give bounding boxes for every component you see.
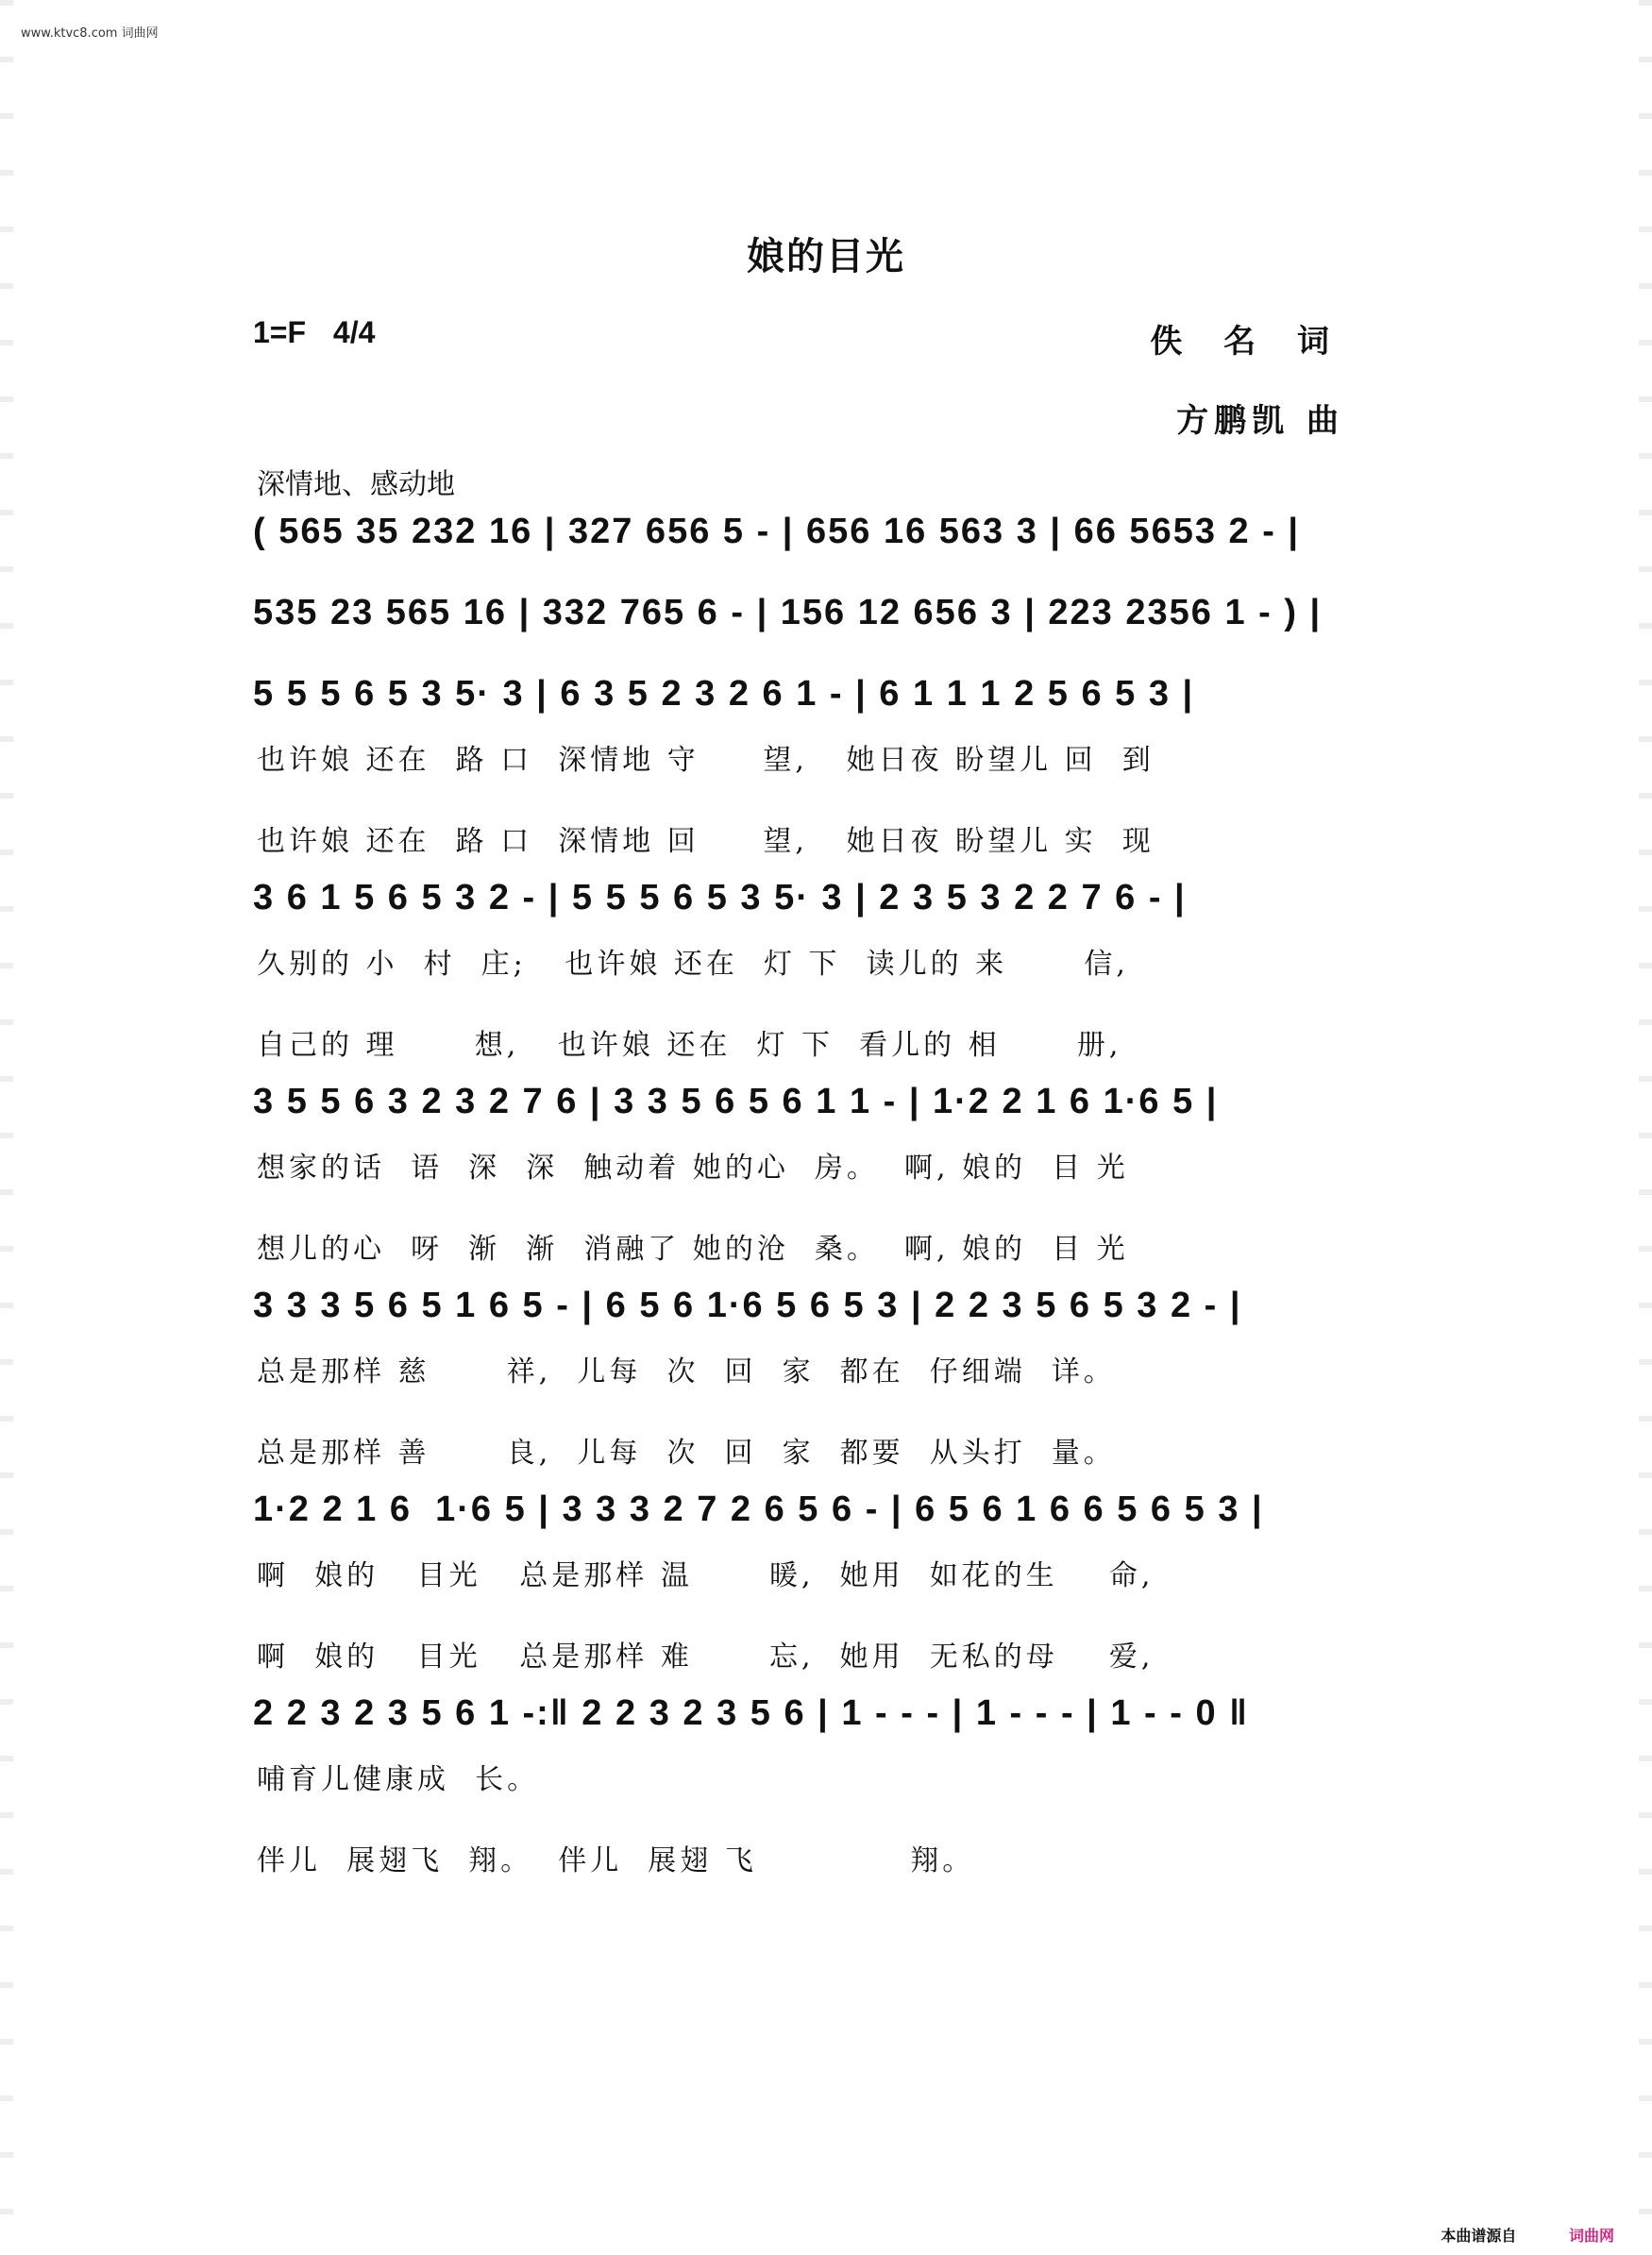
lyric-line-4b: 自己的 理 想, 也许娘 还在 灯 下 看儿的 相 册, [257,1029,1122,1062]
tempo-marking: 深情地、感动地 [257,468,455,501]
footer [1441,2224,1614,2246]
watermark-text: www.ktvc8.com 词曲网 [21,26,159,41]
lyric-line-6a: 总是那样 慈 祥, 儿每 次 回 家 都在 仔细端 详。 [257,1355,1116,1388]
left-margin-strip [0,0,13,2255]
notation-line-4: 3 6 1 5 6 5 3 2 - | 5 5 5 6 5 3 5· 3 | 2 3 5 3 2 2 7 6 - | [253,878,1187,917]
footer-brand-link[interactable]: 词曲网 [1568,2227,1614,2245]
notation-line-1: ( 565 35 232 16 | 327 656 5 - | 656 16 563 3 | 66 5653 2 - | [253,512,1301,551]
lyric-line-3a: 也许娘 还在 路 口 深情地 守 望, 她日夜 盼望儿 回 到 [257,744,1155,777]
lyric-line-7a: 啊 娘的 目光 总是那样 温 暖, 她用 如花的生 命, [257,1559,1155,1592]
notation-line-6: 3 3 3 5 6 5 1 6 5 - | 6 5 6 1·6 5 6 5 3 | 2 2 3 5 6 5 3 2 - | [253,1286,1242,1325]
composer-credit: 方鹏凯 曲 [1176,402,1344,440]
notation-line-5: 3 5 5 6 3 2 3 2 7 6 | 3 3 5 6 5 6 1 1 - | 1·2 2 1 6 1·6 5 | [253,1082,1219,1121]
lyric-line-7b: 啊 娘的 目光 总是那样 难 忘, 她用 无私的母 爱, [257,1641,1155,1674]
notation-line-8: 2 2 3 2 3 5 6 1 -:‖ 2 2 3 2 3 5 6 | 1 - - - | 1 - - - | 1 - - 0 ‖ [253,1693,1250,1733]
right-margin-strip [1639,0,1652,2255]
lyric-line-8a: 哺育儿健康成 长。 [257,1763,540,1796]
song-title: 娘的目光 [747,235,905,278]
notation-line-2: 535 23 565 16 | 332 765 6 - | 156 12 656 3 | 223 2356 1 - ) | [253,593,1323,632]
lyric-line-3b: 也许娘 还在 路 口 深情地 回 望, 她日夜 盼望儿 实 现 [257,825,1155,858]
lyricist-credit: 佚 名 词 [1150,323,1344,361]
lyric-line-4a: 久别的 小 村 庄; 也许娘 还在 灯 下 读儿的 来 信, [257,948,1129,981]
lyric-line-5b: 想儿的心 呀 渐 渐 消融了 她的沧 桑。 啊, 娘的 目 光 [257,1233,1129,1266]
notation-line-3: 5 5 5 6 5 3 5· 3 | 6 3 5 2 3 2 6 1 - | 6 1 1 1 2 5 6 5 3 | [253,674,1195,714]
notation-line-7: 1·2 2 1 6 1·6 5 | 3 3 3 2 7 2 6 5 6 - | 6 5 6 1 6 6 5 6 5 3 | [253,1489,1264,1529]
lyric-line-8b: 伴儿 展翅飞 翔。 伴儿 展翅 飞 翔。 [257,1844,975,1877]
footer-source: 本曲谱源自 [1441,2227,1517,2245]
lyric-line-6b: 总是那样 善 良, 儿每 次 回 家 都要 从头打 量。 [257,1437,1116,1470]
lyric-line-5a: 想家的话 语 深 深 触动着 她的心 房。 啊, 娘的 目 光 [257,1152,1129,1185]
key-signature: 1=F 4/4 [253,315,376,349]
